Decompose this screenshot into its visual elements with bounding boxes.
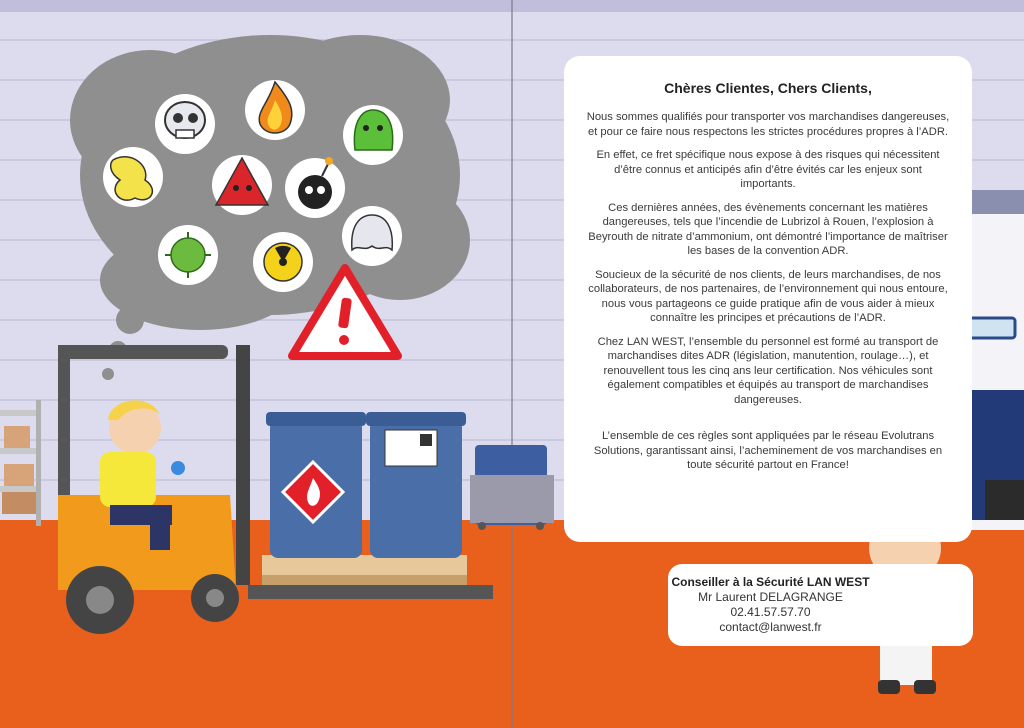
letter-closing: L’ensemble de ces règles sont appliquées par le réseau Evolutrans Solutions, garantissant ainsi, l’acheminement de vos marchandises en toute sécurité partout en France!: [593, 430, 943, 471]
skull-icon: [155, 94, 215, 154]
letter-greeting: Chères Clientes, Chers Clients,: [664, 80, 872, 96]
letter-paragraph: Nous sommes qualifiés pour transporter vos marchandises dangereuses, et pour ce faire nous respectons les strictes procédures propres à l’ADR.: [586, 111, 950, 138]
contact-phone: 02.41.57.57.70: [730, 605, 811, 619]
letter-paragraph: Soucieux de la sécurité de nos clients, de leurs marchandises, de nos collaborateurs, de nos partenaires, de l’environnement qui nous entoure, nous vous partageons ce guide pratique afin de vous aider à mieux connaître les principes et précautions de l’ADR.: [588, 268, 948, 324]
contact-card: [668, 564, 973, 646]
devil-icon: [212, 155, 272, 215]
flame-icon: [245, 80, 305, 140]
ghost-gas-icon: [342, 206, 402, 266]
letter-paragraph: Chez LAN WEST, l’ensemble du personnel est formé au transport de marchandises dites ADR (législation, manutention, roulage…), et renouvellent tous les cinq ans leur certification. Nos véhicules sont également compatibles et équipés au transport de marchandises dangereuses.: [597, 335, 939, 406]
radioactive-icon: [253, 232, 313, 292]
stinky-icon: [103, 147, 163, 207]
contact-email: contact@lanwest.fr: [719, 620, 822, 634]
contact-role: Conseiller à la Sécurité LAN WEST: [671, 575, 870, 589]
letter-paragraph: Ces dernières années, des évènements concernant les matières dangereuses, tels que l’incendie de Lubrizol à Rouen, l’explosion à Beyrouth de nitrate d’ammonium, ont démontré l’importance de maîtriser les bases de la convention ADR.: [588, 201, 948, 257]
slime-icon: [343, 105, 403, 165]
virus-icon: [158, 225, 218, 285]
letter-card: [564, 56, 972, 542]
waste-bin: [470, 445, 554, 530]
contact-name: Mr Laurent DELAGRANGE: [698, 590, 843, 604]
letter-paragraph: En effet, ce fret spécifique nous expose à des risques qui nécessitent d’être connus et anticipés afin d’être évités car les enjeux sont importants.: [596, 149, 940, 190]
